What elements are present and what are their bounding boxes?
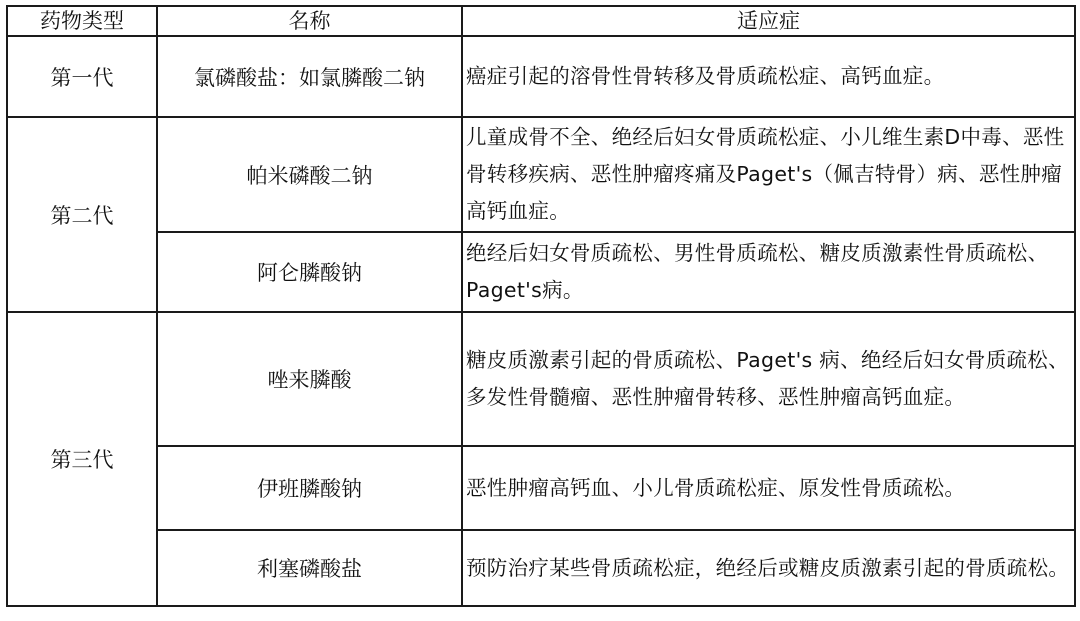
table-row xyxy=(7,530,1075,606)
drug-name-cell: 阿仑膦酸钠 xyxy=(157,232,462,312)
table-row xyxy=(7,446,1075,530)
indication-cell: 预防治疗某些骨质疏松症，绝经后或糖皮质激素引起的骨质疏松。 xyxy=(462,530,1075,606)
table-row xyxy=(7,117,1075,232)
generation-cell: 第一代 xyxy=(7,36,157,117)
drug-name-cell: 利塞磷酸盐 xyxy=(157,530,462,606)
indication-cell: 糖皮质激素引起的骨质疏松、Paget's 病、绝经后妇女骨质疏松、多发性骨髓瘤、恶性肿瘤骨转移、恶性肿瘤高钙血症。 xyxy=(462,312,1075,446)
drug-name-cell: 帕米磷酸二钠 xyxy=(157,117,462,232)
table-row xyxy=(7,312,1075,446)
drug-table xyxy=(6,5,1076,607)
generation-cell: 第三代 xyxy=(7,312,157,606)
indication-cell: 绝经后妇女骨质疏松、男性骨质疏松、糖皮质激素性骨质疏松、Paget's病。 xyxy=(462,232,1075,312)
drug-name-cell: 伊班膦酸钠 xyxy=(157,446,462,530)
header-row xyxy=(7,6,1075,36)
table-row xyxy=(7,232,1075,312)
header-drug-type: 药物类型 xyxy=(7,6,157,36)
indication-cell: 恶性肿瘤高钙血、小儿骨质疏松症、原发性骨质疏松。 xyxy=(462,446,1075,530)
drug-name-cell: 氯磷酸盐：如氯膦酸二钠 xyxy=(157,36,462,117)
indication-cell: 儿童成骨不全、绝经后妇女骨质疏松症、小儿维生素D中毒、恶性骨转移疾病、恶性肿瘤疼痛及Paget's（佩吉特骨）病、恶性肿瘤高钙血症。 xyxy=(462,117,1075,232)
drug-name-cell: 唑来膦酸 xyxy=(157,312,462,446)
generation-cell: 第二代 xyxy=(7,117,157,312)
indication-cell: 癌症引起的溶骨性骨转移及骨质疏松症、高钙血症。 xyxy=(462,36,1075,117)
header-indication: 适应症 xyxy=(462,6,1075,36)
header-name: 名称 xyxy=(157,6,462,36)
table-row xyxy=(7,36,1075,117)
